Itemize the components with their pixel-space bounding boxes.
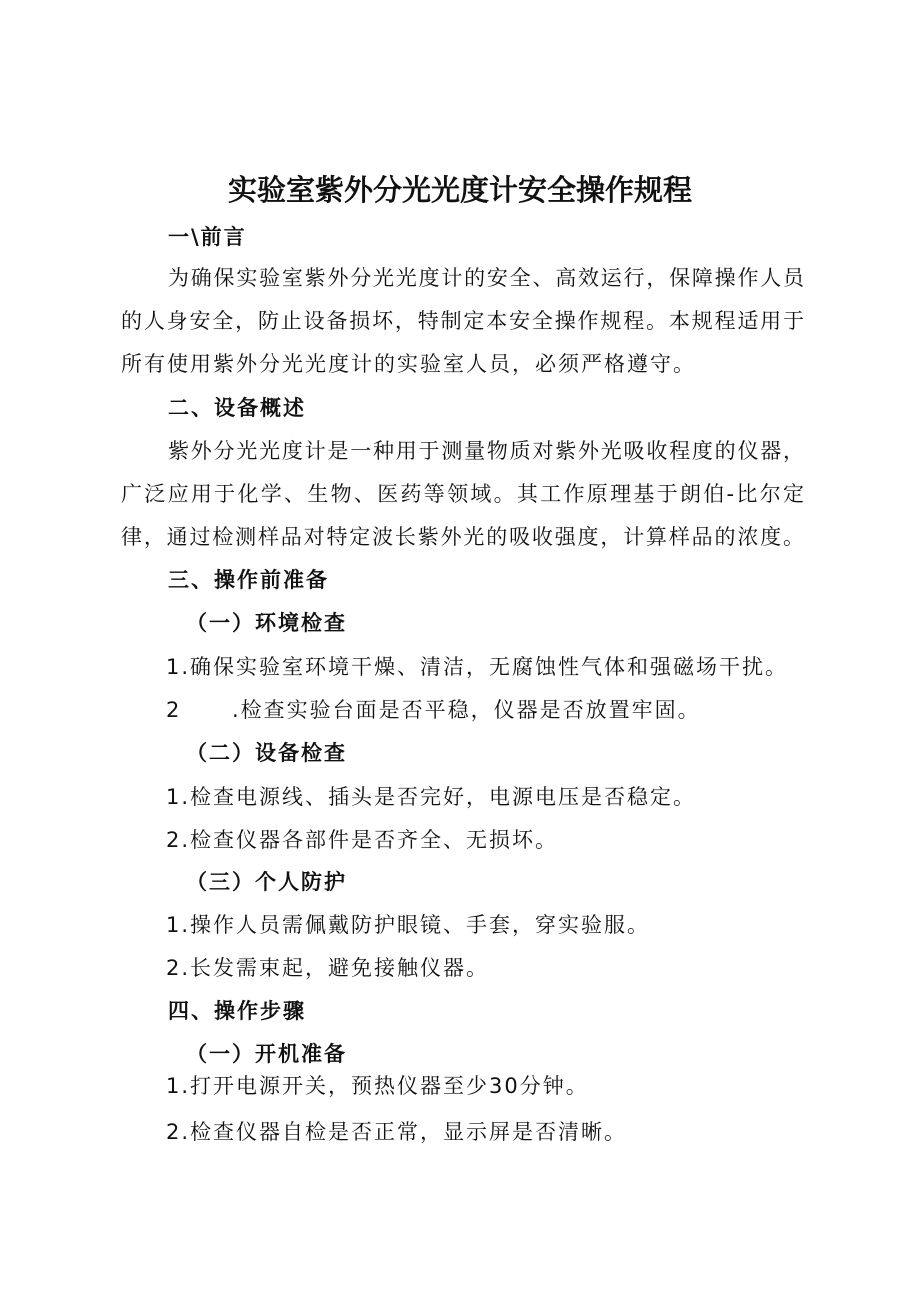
- list-item-number: 1: [166, 1074, 182, 1098]
- list-item-text: .检查仪器各部件是否齐全、无损坏。: [181, 828, 559, 852]
- list-item-text: .检查仪器自检是否正常，显示屏是否清晰。: [181, 1120, 628, 1144]
- paragraph-line: 律，通过检测样品对特定波长紫外光的吸收强度，计算样品的浓度。: [121, 525, 804, 549]
- section-heading-overview: 二、设备概述: [168, 396, 306, 420]
- list-item: [166, 1071, 589, 1101]
- paragraph-line: 所有使用紫外分光光度计的实验室人员，必须严格遵守。: [121, 352, 696, 376]
- paragraph-line: 的人身安全，防止设备损坏，特制定本安全操作规程。本规程适用于: [121, 309, 804, 333]
- list-item: [166, 1117, 627, 1147]
- list-item-text: .操作人员需佩戴防护眼镜、手套，穿实验服。: [181, 913, 651, 937]
- document-title: 实验室紫外分光光度计安全操作规程: [227, 173, 692, 207]
- subsection-heading-environment: （一）环境检查: [186, 611, 347, 635]
- subsection-heading-equipment: （二）设备检查: [186, 741, 347, 765]
- list-item-number: 1: [166, 913, 182, 937]
- list-item: [166, 652, 788, 682]
- list-item-text: .长发需束起，避免接触仪器。: [181, 956, 490, 980]
- list-item: [166, 953, 489, 983]
- list-item-text: .确保实验室环境干燥、清洁，无腐蚀性气体和强磁场干扰。: [181, 655, 789, 679]
- list-item-number: 1: [166, 785, 182, 809]
- paragraph-line: 广泛应用于化学、生物、医药等领域。其工作原理基于朗伯-比尔定: [121, 482, 804, 506]
- list-item: [166, 910, 650, 940]
- list-item-text: .检查电源线、插头是否完好，电源电压是否稳定。: [181, 785, 697, 809]
- paragraph-line: 为确保实验室紫外分光光度计的安全、高效运行，保障操作人员: [168, 266, 804, 290]
- list-item: [166, 782, 696, 812]
- list-item-number: 2: [166, 828, 182, 852]
- list-item-number: 2: [166, 698, 182, 722]
- section-heading-preparation: 三、操作前准备: [168, 568, 329, 592]
- paragraph-line: 紫外分光光度计是一种用于测量物质对紫外光吸收程度的仪器，: [168, 439, 804, 463]
- list-item: [166, 695, 701, 725]
- list-item-text: .检查实验台面是否平稳，仪器是否放置牢固。: [232, 698, 701, 722]
- subsection-heading-startup: （一）开机准备: [186, 1042, 347, 1066]
- section-heading-preface: 一\前言: [168, 225, 247, 249]
- list-item-number: 2: [166, 1120, 182, 1144]
- subsection-heading-protection: （三）个人防护: [186, 870, 347, 894]
- section-heading-steps: 四、操作步骤: [168, 999, 306, 1023]
- list-item: [166, 825, 558, 855]
- list-item-number: 1: [166, 655, 182, 679]
- list-item-text: .打开电源开关，预热仪器至少30分钟。: [181, 1074, 589, 1098]
- list-item-number: 2: [166, 956, 182, 980]
